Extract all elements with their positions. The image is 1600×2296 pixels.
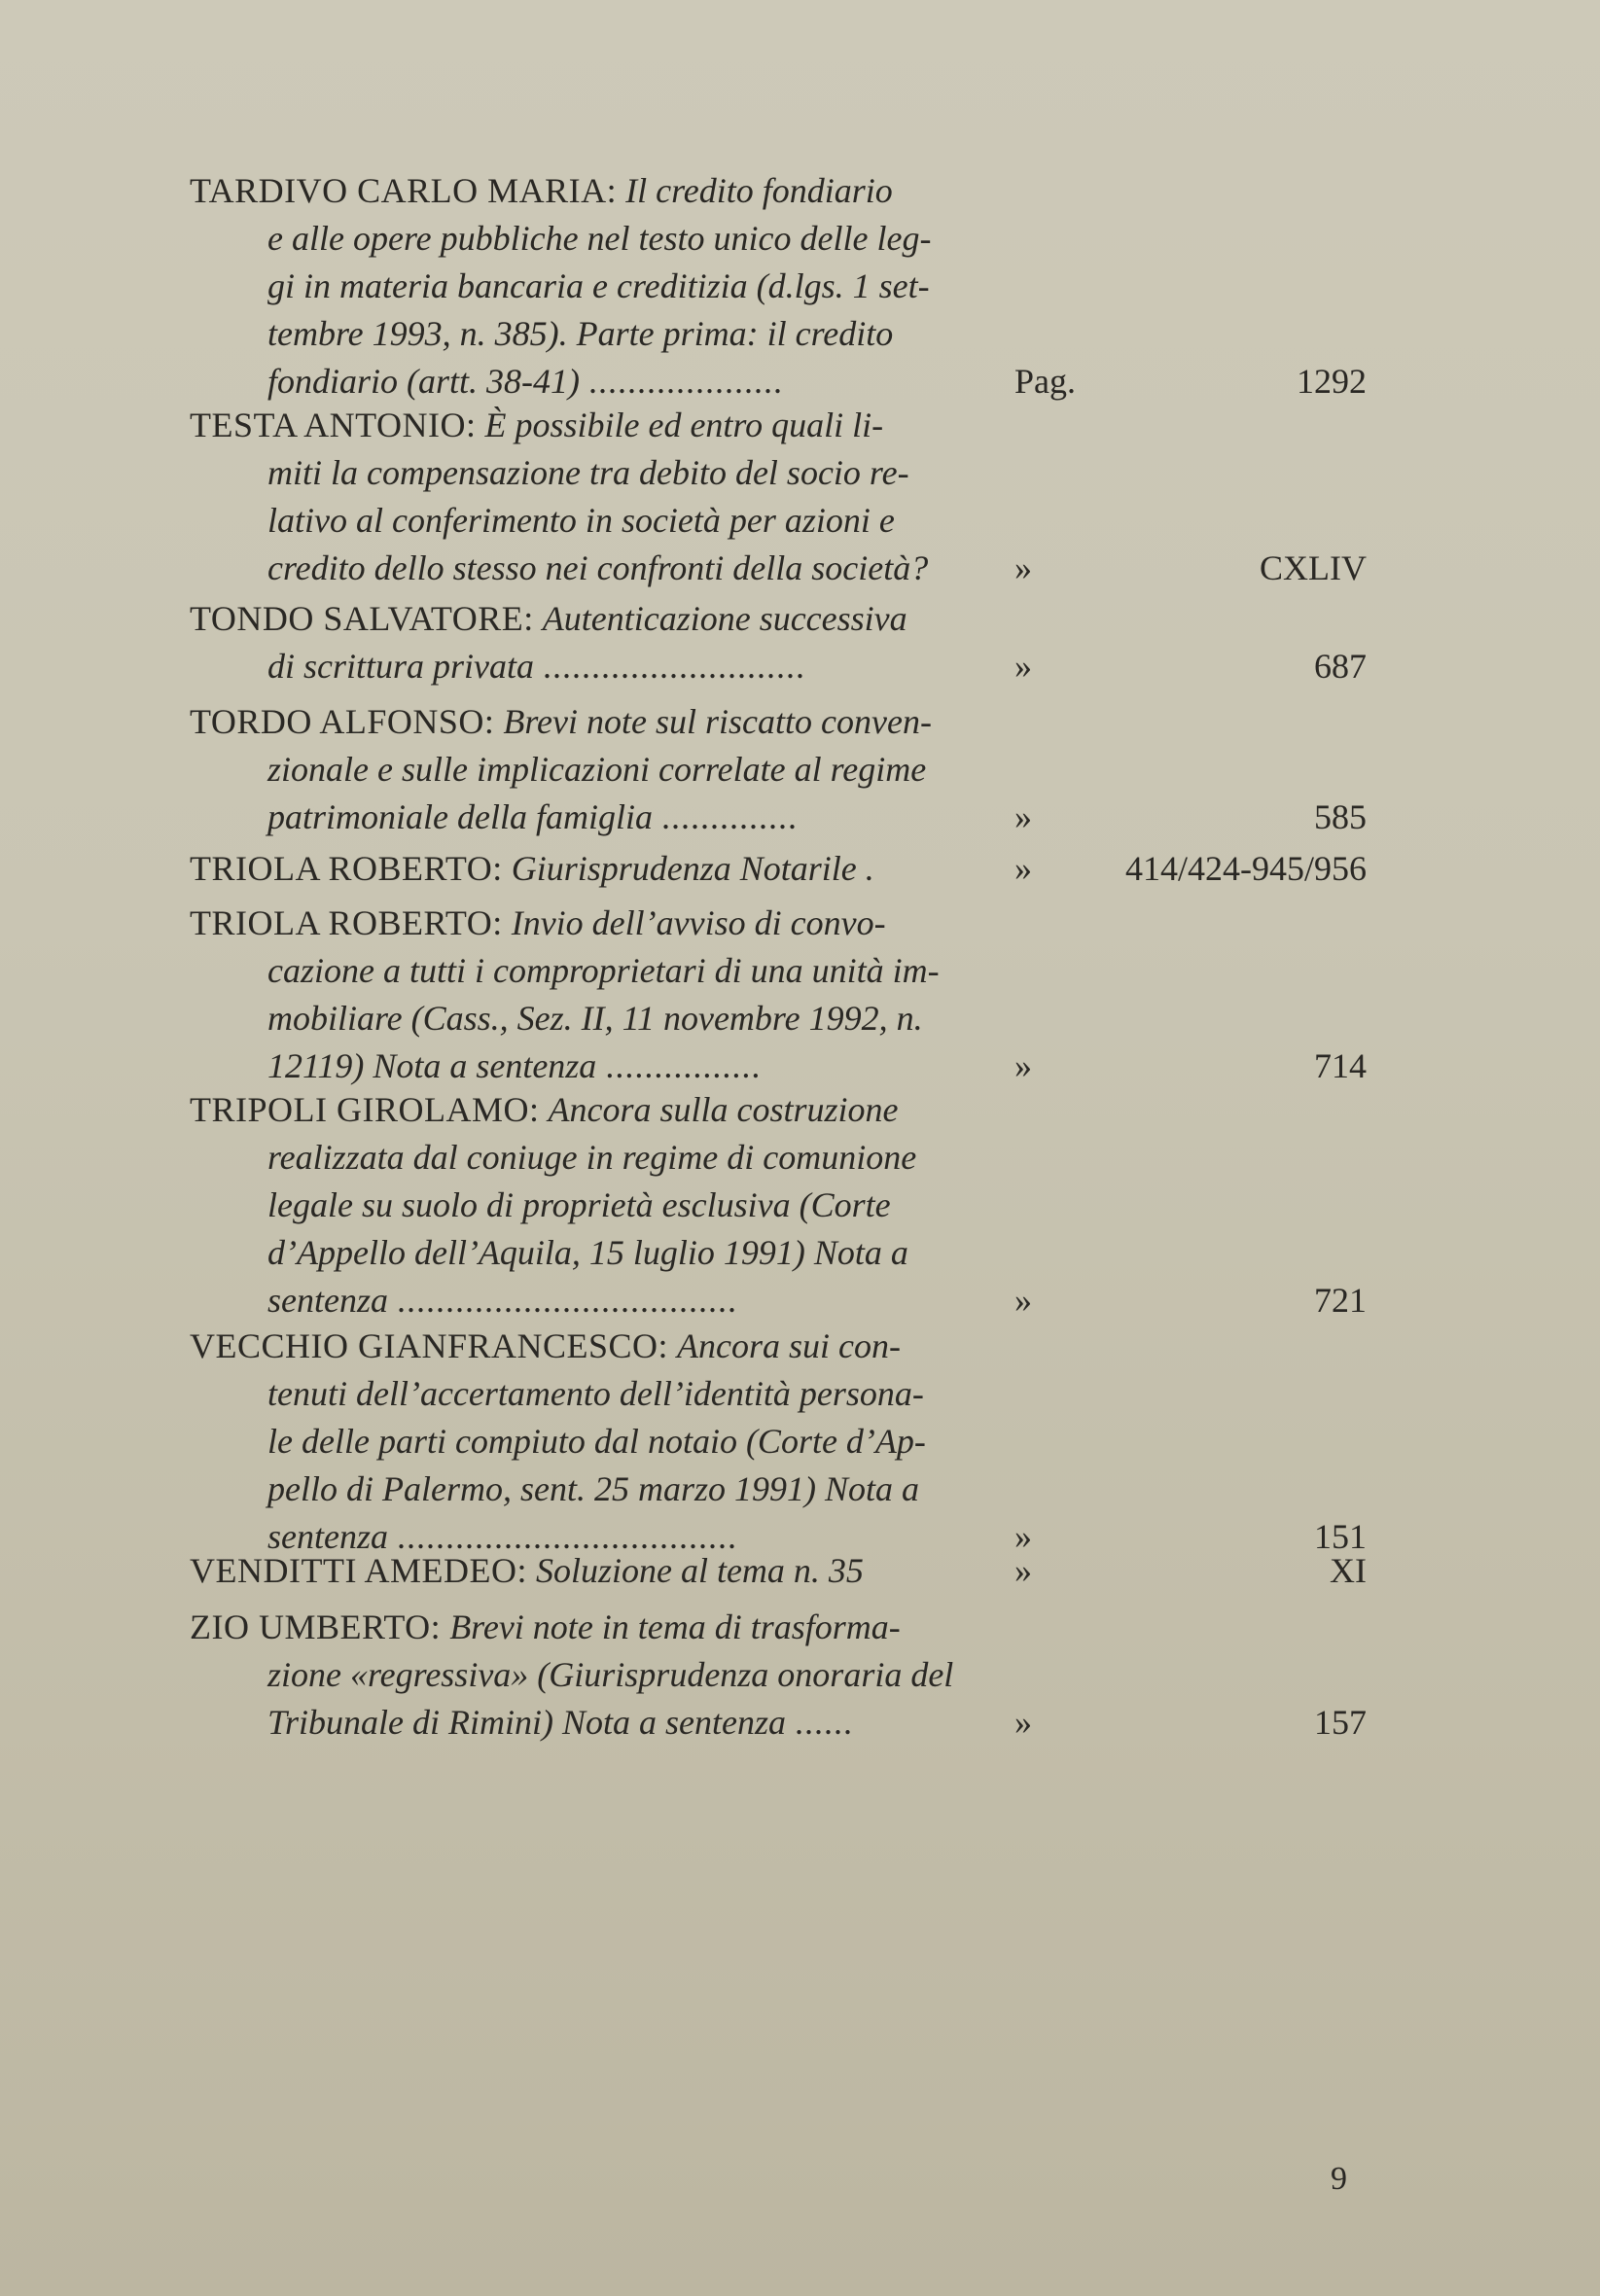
entry-line: d’Appello dell’Aquila, 15 luglio 1991) Nota a [267,1233,908,1272]
page-ref: 721 [1314,1281,1367,1320]
page-ref: 151 [1314,1517,1367,1556]
page-ref: 687 [1314,647,1367,686]
entry-line: lativo al conferimento in società per azioni e [267,501,895,540]
leader-dots: ................................... [396,1281,737,1320]
page-ref: 714 [1314,1046,1367,1085]
index-entry [190,1323,1367,1561]
page-prefix: » [1014,1517,1032,1556]
entry-author: TARDIVO CARLO MARIA: [190,171,618,210]
entry-title: Autenticazione successiva [542,599,907,638]
entry-title: Soluzione al tema n. 35 [535,1551,864,1590]
page-prefix: » [1014,647,1032,686]
index-entry [190,167,1367,406]
page-prefix: Pag. [1014,362,1076,401]
entry-line [190,1277,1367,1325]
index-entry [190,595,1367,690]
entry-title: Giurisprudenza Notarile . [511,849,874,888]
leader-dots: ...... [795,1703,854,1742]
entry-line [190,794,1367,841]
entry-line: cazione a tutti i comproprietari di una unità im- [267,951,940,990]
entry-line: zionale e sulle implicazioni correlate al regime [267,750,927,789]
entry-title: Invio dell’avviso di convo- [511,903,886,942]
entry-title: Brevi note sul riscatto conven- [503,702,932,741]
index-entry [190,402,1367,592]
entry-line: zione «regressiva» (Giurisprudenza onoraria del [267,1655,954,1694]
entry-line [190,1547,1367,1595]
entry-line [190,167,1367,215]
entry-title: fondiario (artt. 38-41) [267,362,580,401]
entry-line: le delle parti compiuto dal notaio (Corte d’Ap- [267,1422,926,1461]
entry-title: patrimoniale della famiglia [267,797,653,836]
entry-author: ZIO UMBERTO: [190,1607,442,1646]
entry-line [190,402,1367,449]
page-number: 9 [1331,2161,1347,2197]
entry-line: pello di Palermo, sent. 25 marzo 1991) Nota a [267,1469,919,1508]
entry-line [190,1086,1367,1134]
page-prefix: » [1014,849,1032,888]
leader-dots: .................... [588,362,783,401]
entry-line: mobiliare (Cass., Sez. II, 11 novembre 1992, n. [267,999,923,1038]
index-entry [190,845,1367,893]
page-prefix: » [1014,797,1032,836]
entry-author: VECCHIO GIANFRANCESCO: [190,1326,669,1365]
entry-line [190,900,1367,947]
page-prefix: » [1014,1046,1032,1085]
leader-dots: ................ [605,1046,762,1085]
page-ref: 414/424-945/956 [1125,849,1367,888]
page-ref: 585 [1314,797,1367,836]
entry-title: Il credito fondiario [625,171,893,210]
page-ref: CXLIV [1260,548,1367,587]
leader-dots: ........................... [543,647,806,686]
page-ref: 157 [1314,1703,1367,1742]
page-prefix: » [1014,548,1032,587]
entry-title: Ancora sulla costruzione [548,1090,899,1129]
entry-title: 12119) Nota a sentenza [267,1046,597,1085]
entry-line: realizzata dal coniuge in regime di comunione [267,1138,917,1177]
index-entry [190,900,1367,1090]
entry-author: TRIPOLI GIROLAMO: [190,1090,540,1129]
entry-title: di scrittura privata [267,647,535,686]
page-prefix: » [1014,1551,1032,1590]
entry-line [190,358,1367,406]
entry-line: gi in materia bancaria e creditizia (d.lgs. 1 set- [267,266,930,305]
entry-line [190,698,1367,746]
entry-line [190,643,1367,690]
entry-author: TORDO ALFONSO: [190,702,495,741]
entry-author: TRIOLA ROBERTO: [190,849,503,888]
entry-author: VENDITTI AMEDEO: [190,1551,527,1590]
entry-line: miti la compensazione tra debito del socio re- [267,453,909,492]
leader-dots: .............. [660,797,798,836]
entry-line: e alle opere pubbliche nel testo unico delle leg- [267,219,932,258]
entry-title: credito dello stesso nei confronti della società? [267,548,929,587]
entry-line [190,1604,1367,1651]
entry-title: sentenza [267,1281,388,1320]
index-entry [190,1604,1367,1747]
entry-author: TESTA ANTONIO: [190,406,477,444]
entry-line: legale su suolo di proprietà esclusiva (Corte [267,1185,891,1224]
index-entry [190,1086,1367,1325]
index-entry [190,698,1367,841]
entry-line: tembre 1993, n. 385). Parte prima: il credito [267,314,894,353]
entry-line [190,845,1367,893]
entry-title: Tribunale di Rimini) Nota a sentenza [267,1703,787,1742]
entry-title: sentenza [267,1517,388,1556]
entry-title: Brevi note in tema di trasforma- [449,1607,901,1646]
page-ref: 1292 [1297,362,1367,401]
entry-line: tenuti dell’accertamento dell’identità persona- [267,1374,924,1413]
entry-title: È possibile ed entro quali li- [484,406,884,444]
index-entry [190,1547,1367,1595]
page-prefix: » [1014,1281,1032,1320]
entry-title: Ancora sui con- [677,1326,902,1365]
entry-author: TRIOLA ROBERTO: [190,903,503,942]
page-ref: XI [1330,1551,1367,1590]
entry-line [190,545,1367,592]
entry-line [190,1699,1367,1747]
entry-line [190,595,1367,643]
entry-author: TONDO SALVATORE: [190,599,534,638]
entry-line [190,1042,1367,1090]
page-prefix: » [1014,1703,1032,1742]
entry-line [190,1323,1367,1370]
leader-dots: ................................... [396,1517,737,1556]
